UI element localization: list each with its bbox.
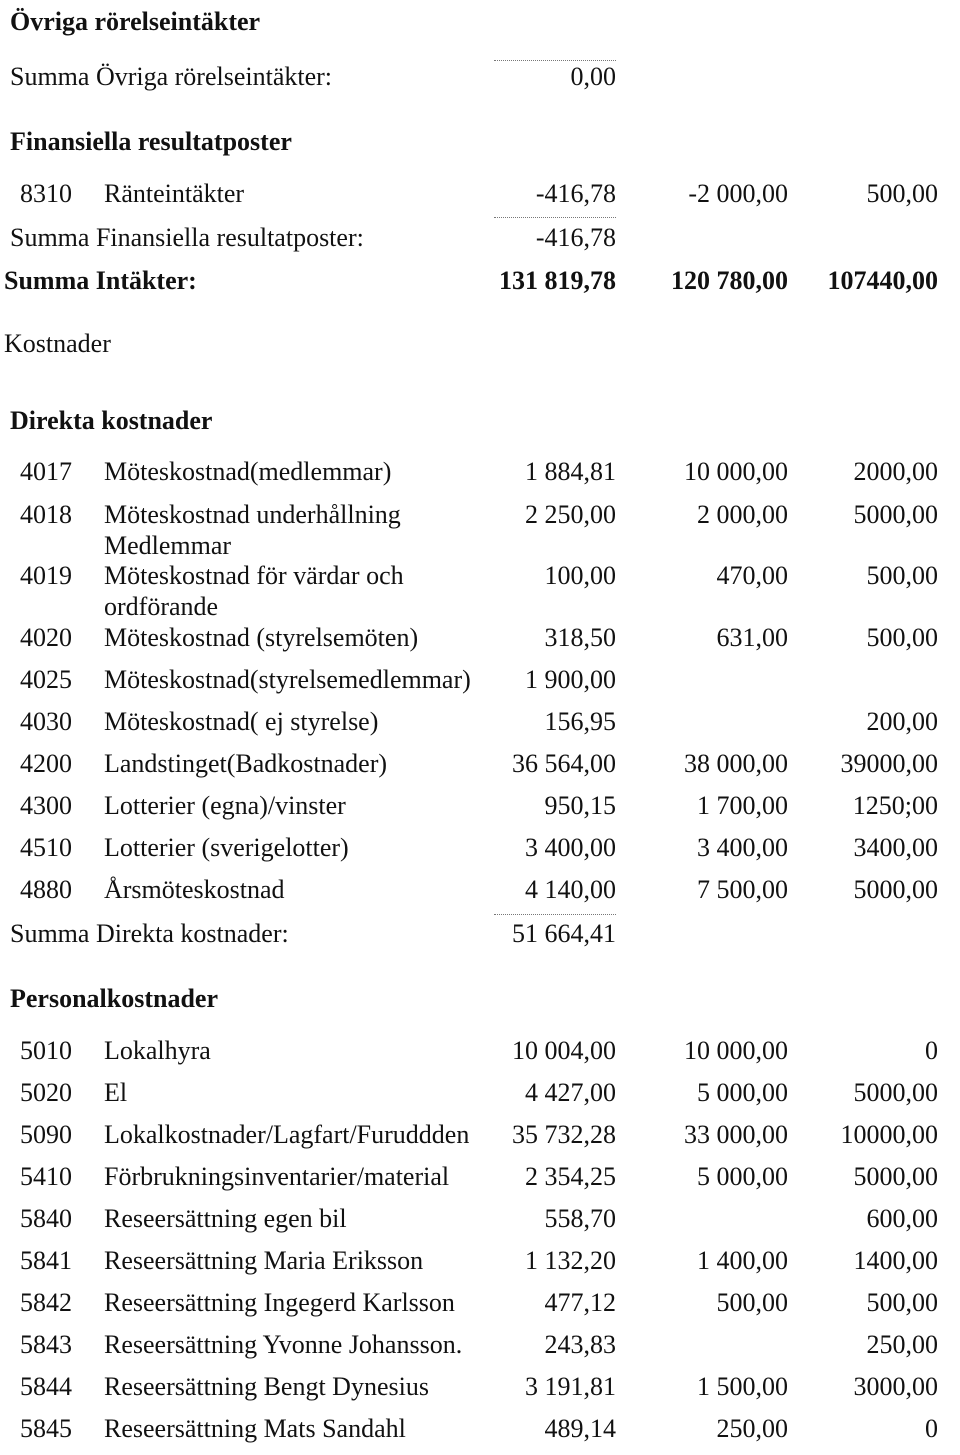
account-description: Lotterier (sverigelotter)	[104, 833, 349, 862]
section-heading-direkta	[0, 401, 960, 441]
table-row	[0, 1283, 960, 1323]
value-col3: 200,00	[866, 707, 938, 736]
table-row	[0, 1199, 960, 1239]
account-description: Möteskostnad( ej styrelse)	[104, 707, 379, 736]
value-col1: 243,83	[544, 1330, 616, 1359]
heading-text: Finansiella resultatposter	[10, 127, 292, 156]
account-code: 5010	[20, 1036, 72, 1065]
kostnader-label	[0, 324, 960, 364]
sum-value: 51 664,41	[512, 919, 616, 948]
value-col1: 36 564,00	[512, 749, 616, 778]
account-description: Reseersättning Mats Sandahl	[104, 1414, 406, 1443]
section-heading-personal	[0, 979, 960, 1019]
account-description: Möteskostnad (styrelsemöten)	[104, 623, 419, 652]
value-col2: 470,00	[716, 561, 788, 590]
value-col2: 250,00	[716, 1414, 788, 1443]
account-code: 4030	[20, 707, 72, 736]
total-col3: 107440,00	[827, 266, 938, 295]
value-col3: 5000,00	[853, 500, 938, 529]
account-code: 4018	[20, 500, 72, 529]
value-col1: 489,14	[544, 1414, 616, 1443]
account-description: Lokalhyra	[104, 1036, 211, 1065]
value-col3: 0	[925, 1036, 938, 1065]
account-description: Möteskostnad(medlemmar)	[104, 457, 392, 486]
table-row	[0, 1073, 960, 1113]
value-col3: 39000,00	[840, 749, 938, 778]
value-col1: 3 191,81	[525, 1372, 616, 1401]
sum-row-finansiella	[0, 218, 960, 258]
table-row	[0, 1115, 960, 1155]
value-col1: 1 132,20	[525, 1246, 616, 1275]
table-row	[0, 828, 960, 868]
value-col2: 7 500,00	[697, 875, 788, 904]
table-row	[0, 1409, 960, 1449]
value-col3: 500,00	[866, 1288, 938, 1317]
value-col3: 1400,00	[853, 1246, 938, 1275]
value-col3: 2000,00	[853, 457, 938, 486]
total-row-intakter	[0, 261, 960, 301]
section-heading-finansiella	[0, 122, 960, 162]
account-code: 5840	[20, 1204, 72, 1233]
account-code: 4300	[20, 791, 72, 820]
value-col1: 2 250,00	[525, 500, 616, 529]
value-col1: 4 427,00	[525, 1078, 616, 1107]
sum-label: Summa Direkta kostnader:	[10, 919, 289, 948]
account-code: 5845	[20, 1414, 72, 1443]
value-col3: 500,00	[866, 561, 938, 590]
account-code: 4510	[20, 833, 72, 862]
value-col1: 558,70	[544, 1204, 616, 1233]
account-code: 4025	[20, 665, 72, 694]
value-col1: 10 004,00	[512, 1036, 616, 1065]
value-col1: 3 400,00	[525, 833, 616, 862]
account-description: Lokalkostnader/Lagfart/Furuddden	[104, 1120, 470, 1149]
account-description: Landstinget(Badkostnader)	[104, 749, 388, 778]
total-col1: 131 819,78	[499, 266, 616, 295]
value-col3: 500,00	[866, 179, 938, 208]
sum-row-direkta	[0, 914, 960, 954]
table-row	[0, 870, 960, 910]
value-col2: 631,00	[716, 623, 788, 652]
value-col1: 1 900,00	[525, 665, 616, 694]
account-code: 5842	[20, 1288, 72, 1317]
value-col3: 3000,00	[853, 1372, 938, 1401]
value-col2: 33 000,00	[684, 1120, 788, 1149]
value-col2: -2 000,00	[688, 179, 788, 208]
value-col1: 950,15	[544, 791, 616, 820]
value-col1: 35 732,28	[512, 1120, 616, 1149]
account-code: 5841	[20, 1246, 72, 1275]
table-row	[0, 1031, 960, 1071]
table-row	[0, 452, 960, 492]
sum-label: Summa Finansiella resultatposter:	[10, 223, 364, 252]
account-code: 5844	[20, 1372, 72, 1401]
value-col3: 5000,00	[853, 1078, 938, 1107]
value-col2: 1 700,00	[697, 791, 788, 820]
account-code: 5090	[20, 1120, 72, 1149]
table-row	[0, 786, 960, 826]
account-description: Möteskostnad(styrelsemedlemmar)	[104, 665, 471, 694]
value-col3: 5000,00	[853, 1162, 938, 1191]
table-row	[0, 744, 960, 784]
value-col2: 10 000,00	[684, 457, 788, 486]
sum-label: Summa Övriga rörelseintäkter:	[10, 62, 333, 91]
table-row	[0, 1325, 960, 1365]
sum-row-ovriga	[0, 57, 960, 97]
table-row	[0, 1241, 960, 1281]
value-col2: 5 000,00	[697, 1162, 788, 1191]
table-row	[0, 660, 960, 700]
value-col2: 2 000,00	[697, 500, 788, 529]
value-col1: 4 140,00	[525, 875, 616, 904]
account-code: 8310	[20, 179, 72, 208]
account-code: 5843	[20, 1330, 72, 1359]
value-col1: 477,12	[544, 1288, 616, 1317]
value-col2: 1 400,00	[697, 1246, 788, 1275]
account-description: Förbrukningsinventarier/material	[104, 1162, 450, 1191]
value-col3: 5000,00	[853, 875, 938, 904]
value-col1: 2 354,25	[525, 1162, 616, 1191]
table-row	[0, 1157, 960, 1197]
account-code: 4020	[20, 623, 72, 652]
value-col3: 3400,00	[853, 833, 938, 862]
section-heading-ovriga	[0, 2, 960, 42]
value-col3: 1250;00	[852, 791, 938, 820]
value-col2: 38 000,00	[684, 749, 788, 778]
table-row	[0, 556, 960, 626]
account-description: Reseersättning Ingegerd Karlsson	[104, 1288, 455, 1317]
account-description: Reseersättning Bengt Dynesius	[104, 1372, 429, 1401]
account-description: El	[104, 1078, 128, 1107]
value-col2: 1 500,00	[697, 1372, 788, 1401]
account-description: Reseersättning Maria Eriksson	[104, 1246, 424, 1275]
value-col2: 500,00	[716, 1288, 788, 1317]
account-description: Möteskostnad för värdar och ordförande	[104, 561, 404, 621]
heading-text: Personalkostnader	[10, 984, 218, 1013]
account-code: 4880	[20, 875, 72, 904]
table-row	[0, 174, 960, 214]
account-code: 4200	[20, 749, 72, 778]
value-col2: 10 000,00	[684, 1036, 788, 1065]
sum-value: 0,00	[570, 62, 616, 91]
account-code: 5020	[20, 1078, 72, 1107]
value-col2: 3 400,00	[697, 833, 788, 862]
account-code: 5410	[20, 1162, 72, 1191]
sum-value: -416,78	[535, 223, 616, 252]
account-description: Ränteintäkter	[104, 179, 245, 208]
table-row	[0, 495, 960, 565]
account-description: Årsmöteskostnad	[104, 875, 285, 904]
value-col3: 500,00	[866, 623, 938, 652]
value-col3: 0	[925, 1414, 938, 1443]
value-col1: -416,78	[535, 179, 616, 208]
value-col1: 100,00	[544, 561, 616, 590]
total-col2: 120 780,00	[671, 266, 788, 295]
value-col3: 250,00	[866, 1330, 938, 1359]
value-col1: 156,95	[544, 707, 616, 736]
account-code: 4017	[20, 457, 72, 486]
table-row	[0, 1367, 960, 1407]
account-description: Reseersättning Yvonne Johansson.	[104, 1330, 463, 1359]
account-description: Möteskostnad underhållning Medlemmar	[104, 500, 401, 560]
heading-text: Övriga rörelseintäkter	[10, 7, 261, 36]
table-row	[0, 618, 960, 658]
value-col1: 318,50	[544, 623, 616, 652]
account-code: 4019	[20, 561, 72, 590]
label-text: Kostnader	[4, 329, 111, 358]
heading-text: Direkta kostnader	[10, 406, 213, 435]
value-col2: 5 000,00	[697, 1078, 788, 1107]
account-description: Lotterier (egna)/vinster	[104, 791, 346, 820]
value-col1: 1 884,81	[525, 457, 616, 486]
account-description: Reseersättning egen bil	[104, 1204, 347, 1233]
value-col3: 600,00	[866, 1204, 938, 1233]
value-col3: 10000,00	[840, 1120, 938, 1149]
table-row	[0, 702, 960, 742]
total-label: Summa Intäkter:	[4, 266, 197, 295]
